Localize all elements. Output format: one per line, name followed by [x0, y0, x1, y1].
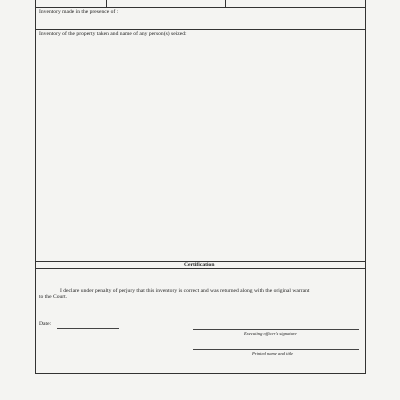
date-label: Date:	[39, 321, 52, 327]
certification-statement-line-2: to the Court.	[39, 294, 68, 300]
printed-name-caption: Printed name and title	[252, 351, 294, 356]
date-time-executed-label	[111, 0, 184, 1]
copy-left-with-label	[229, 0, 320, 1]
case-no-label	[39, 0, 61, 1]
header-divider-2	[225, 0, 226, 7]
date-field[interactable]	[57, 328, 119, 329]
presence-row-bottom-line	[36, 29, 365, 30]
form-frame	[35, 0, 366, 374]
header-divider-1	[106, 0, 107, 7]
certification-title: Certification	[184, 262, 215, 268]
header-row-bottom-line	[36, 7, 365, 8]
inventory-label: Inventory of the property taken and name of any person(s) seized:	[39, 31, 187, 37]
certification-statement-line-1: I declare under penalty of perjury that this inventory is correct and was returned along with the original warrant	[60, 288, 310, 294]
presence-label: Inventory made in the presence of :	[39, 9, 119, 15]
certification-title-bottom-line	[36, 268, 365, 269]
officer-signature-caption: Executing officer's signature	[244, 331, 297, 336]
